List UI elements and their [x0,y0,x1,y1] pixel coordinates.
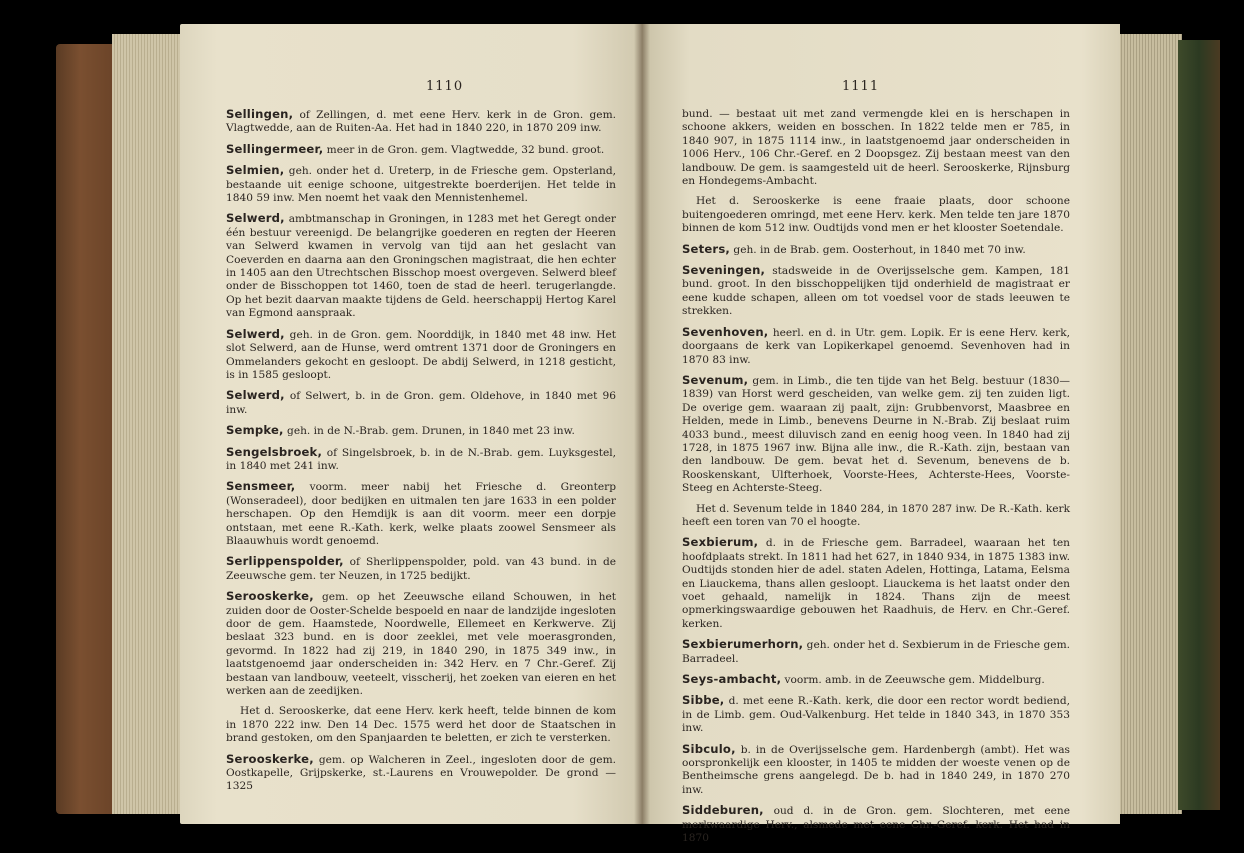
entry-headword: Sellingen, [226,107,294,121]
dictionary-entry [226,555,616,583]
entry-headword: Serlippenspolder, [226,554,344,569]
entry-headword: Sempke, [226,423,284,438]
dictionary-entry [226,389,616,417]
entry-text: geh. onder het d. Ureterp, in de Friesche gem. Opsterland, bestaande uit eenige schoone, uitgestrekte boerderijen. Het telde in 1840 59 inw. Men noemt het vaak den Mennistenhemel. [226,165,616,205]
entry-text: ambtmanschap in Groningen, in 1283 met het Geregt onder één bestuur vereenigd. De belangrijke goederen en regten der Heeren van Selwerd kwamen in vervolg van tijd aan het geslacht van Coeverden en daarna aan den Groningschen magistraat, die hen echter in 1405 aan den Utrechtschen Bisschop moest overgeven. Selwerd bleef onder de Bisschoppen tot 1460, toen de stad de heerl. terugerlangde. Op het bezit daarvan maakte tijdens de Geld. heerschappij Hertog Karel van Egmond aanspraak. [226,213,616,320]
entry-text: voorm. amb. in de Zeeuwsche gem. Middelburg. [781,674,1045,687]
dictionary-entry [682,804,1070,845]
entry-text: bund. — bestaat uit met zand vermengde klei en is herschapen in schoone akkers, weiden en bosschen. In 1822 telde men er 785, in 1840 907, in 1875 1114 inw., in laatstgenoemd jaar onderscheiden in 1006 Herv., 106 Chr.-Geref. en 2 Doopsgez. Zij bestaan meest van den landbouw. De gem. is saamgesteld uit de heerl. Serooskerke, Rijnsburg en Hondegems-Ambacht. [682,108,1070,188]
dictionary-entry [226,590,616,698]
entry-text: gem. in Limb., die ten tijde van het Belg. bestuur (1830—1839) van Horst werd gescheiden, van welke gem. zij ten zuiden ligt. De overige gem. waaraan zij paalt, zijn: Grubbenvorst, Maasbree en Helden, mede in Limb., benevens Deurne in N.-Brab. Zij beslaat ruim 4033 bund., meest diluvisch zand en eenig hoog veen. In 1840 had zij 1728, in 1875 1967 inw. Bijna alle inw., die R.-Kath. zijn, bestaan van den landbouw. De gem. bevat het d. Sevenum, benevens de b. Rooskenskant, Ulfterhoek, Voorste-Hees, Achterste-Hees, Voorste-Steeg en Achterste-Steeg. [682,374,1070,495]
entry-text: oud d. in de Gron. gem. Slochteren, met eene merkwaardige Herv., alsmede met eene Chr.-Geref. kerk. Het had in 1870 [682,805,1070,845]
entry-text: gem. op Walcheren in Zeel., ingesloten door de gem. Oostkapelle, Grijpskerke, st.-Laurens en Vrouwepolder. De grond — 1325 [226,753,616,793]
book-cover-right [1178,40,1220,810]
dictionary-entry [226,143,616,157]
entry-text: geh. in de N.-Brab. gem. Drunen, in 1840 met 23 inw. [283,425,575,438]
entry-headword: Selwerd, [226,388,285,403]
entry-text: gem. op het Zeeuwsche eiland Schouwen, in het zuiden door de Ooster-Schelde bespoeld en naar de landzijde ingesloten door de gem. Haamstede, Noordwelle, Ellemeet en Kerkwerve. Zij beslaat 323 bund. en is door zeeklei, met vele moerasgronden, gevormd. In 1822 had zij 219, in 1840 290, in 1875 349 inw., in laatstgenoemd jaar onderscheiden in: 342 Herv. en 7 Chr.-Geref. Zij bestaan van landbouw, veeteelt, visscherij, het zoeken van eieren en het werken aan de zeedijken. [226,591,616,698]
dictionary-entry [226,446,616,474]
entry-text: geh. in de Gron. gem. Noorddijk, in 1840 met 48 inw. Het slot Selwerd, aan de Hunse, werd omtrent 1371 door de Groningers en Ommelanders gekocht en gesloopt. De abdij Selwerd, in 1218 gesticht, is in 1585 gesloopt. [226,328,616,381]
left-page-text [226,108,616,801]
entry-headword: Sibbe, [682,693,725,708]
page-edges-left [112,34,182,814]
dictionary-entry [226,212,616,320]
entry-headword: Seters, [682,241,731,256]
dictionary-entry [682,503,1070,530]
entry-headword: Serooskerke, [226,751,314,766]
entry-headword: Siddeburen, [682,803,764,818]
dictionary-entry [682,108,1070,188]
dictionary-entry [682,638,1070,666]
entry-headword: Seveningen, [682,263,766,278]
entry-text: d. in de Friesche gem. Barradeel, waaraan het ten hoofdplaats strekt. In 1811 had het 627, in 1840 934, in 1875 1383 inw. Oudtijds stonden hier de adel. staten Adelen, Hottinga, Latama, Eelsma en Liauckema, thans allen gesloopt. Liauckema is het laatst onder den voet gehaald, namelijk in 1824. Thans zijn de meest opmerkingswaardige gebouwen het Raadhuis, de Herv. en Chr.-Geref. kerken. [682,537,1070,630]
dictionary-entry [226,424,616,438]
entry-text: b. in de Overijsselsche gem. Hardenbergh (ambt). Het was oorspronkelijk een klooster, in 1405 te midden der woeste venen op de Bentheimsche grens aangelegd. De b. had in 1840 249, in 1870 270 inw. [682,743,1070,796]
entry-headword: Sexbierumerhorn, [682,637,804,652]
entry-text: Het d. Serooskerke is eene fraaie plaats, door schoone buitengoederen omringd, met eene Herv. kerk. Men telde ten jare 1870 binnen de kom 512 inw. Oudtijds vond men er het klooster Soetendale. [682,195,1070,235]
entry-text: geh. in de Brab. gem. Oosterhout, in 1840 met 70 inw. [730,243,1026,256]
dictionary-entry [226,753,616,794]
entry-text: Het d. Serooskerke, dat eene Herv. kerk heeft, telde binnen de kom in 1870 222 inw. Den 14 Dec. 1575 werd het door de Staatschen in brand gestoken, om den Spanjaarden te beletten, er zich te versterken. [226,705,616,745]
entry-headword: Sibculo, [682,741,736,756]
dictionary-entry [682,536,1070,631]
entry-text: of Singelsbroek, b. in de N.-Brab. gem. Luyksgestel, in 1840 met 241 inw. [226,446,616,472]
dictionary-entry [226,480,616,548]
entry-headword: Sengelsbroek, [226,444,323,459]
dictionary-entry [226,328,616,383]
dictionary-entry [682,264,1070,319]
entry-text: Het d. Sevenum telde in 1840 284, in 1870 287 inw. De R.-Kath. kerk heeft een toren van 70 el hoogte. [682,502,1070,528]
right-page-number: 1111 [842,79,880,94]
dictionary-entry [682,673,1070,687]
entry-headword: Serooskerke, [226,589,314,604]
left-page-number: 1110 [426,79,464,94]
entry-headword: Sensmeer, [226,479,296,494]
entry-headword: Selwerd, [226,326,285,341]
entry-text: d. met eene R.-Kath. kerk, die door een rector wordt bediend, in de Limb. gem. Oud-Valkenburg. Het telde in 1840 343, in 1870 353 inw. [682,695,1070,735]
dictionary-entry [682,326,1070,367]
right-page-text [682,108,1070,853]
entry-headword: Selmien, [226,163,285,178]
entry-headword: Sexbierum, [682,535,759,550]
entry-text: geh. onder het d. Sexbierum in de Friesche gem. Barradeel. [682,639,1070,665]
entry-headword: Seys-ambacht, [682,672,782,687]
entry-text: of Zellingen, d. met eene Herv. kerk in de Gron. gem. Vlagtwedde, aan de Ruiten-Aa. Het had in 1840 220, in 1870 209 inw. [226,109,616,135]
dictionary-entry [226,108,616,136]
dictionary-entry [682,374,1070,496]
dictionary-entry [682,694,1070,735]
entry-headword: Sevenum, [682,372,749,387]
entry-text: heerl. en d. in Utr. gem. Lopik. Er is eene Herv. kerk, doorgaans de kerk van Lopikerkapel genoemd. Sevenhoven had in 1870 83 inw. [682,326,1070,366]
entry-text: voorm. meer nabij het Friesche d. Greonterp (Wonseradeel), door bedijken en uitmalen ten jare 1633 in een polder herschapen. Op den Hemdijk is aan dit voorm. meer een dorpje ontstaan, met eene R.-Kath. kerk, welke plaats zoowel Sensmeer als Blaauwhuis wordt genoemd. [226,481,616,547]
entry-text: of Sherlippenspolder, pold. van 43 bund. in de Zeeuwsche gem. ter Neuzen, in 1725 bedijkt. [226,556,616,582]
entry-text: stadsweide in de Overijsselsche gem. Kampen, 181 bund. groot. In den bisschoppelijken tijd onderhield de magistraat er eene kudde schapen, alleen om tot voedsel voor de stads leeuwen te strekken. [682,265,1070,318]
entry-text: meer in de Gron. gem. Vlagtwedde, 32 bund. groot. [323,143,605,156]
dictionary-entry [226,164,616,205]
dictionary-entry [682,743,1070,798]
page-edges-right [1116,34,1182,814]
dictionary-entry [226,705,616,745]
entry-headword: Sellingermeer, [226,141,324,156]
dictionary-entry [682,195,1070,235]
book-cover-left [56,44,116,814]
book-gutter [634,24,650,824]
entry-text: of Selwert, b. in de Gron. gem. Oldehove, in 1840 met 96 inw. [226,390,616,416]
entry-headword: Selwerd, [226,211,285,226]
entry-headword: Sevenhoven, [682,324,769,339]
dictionary-entry [682,243,1070,257]
